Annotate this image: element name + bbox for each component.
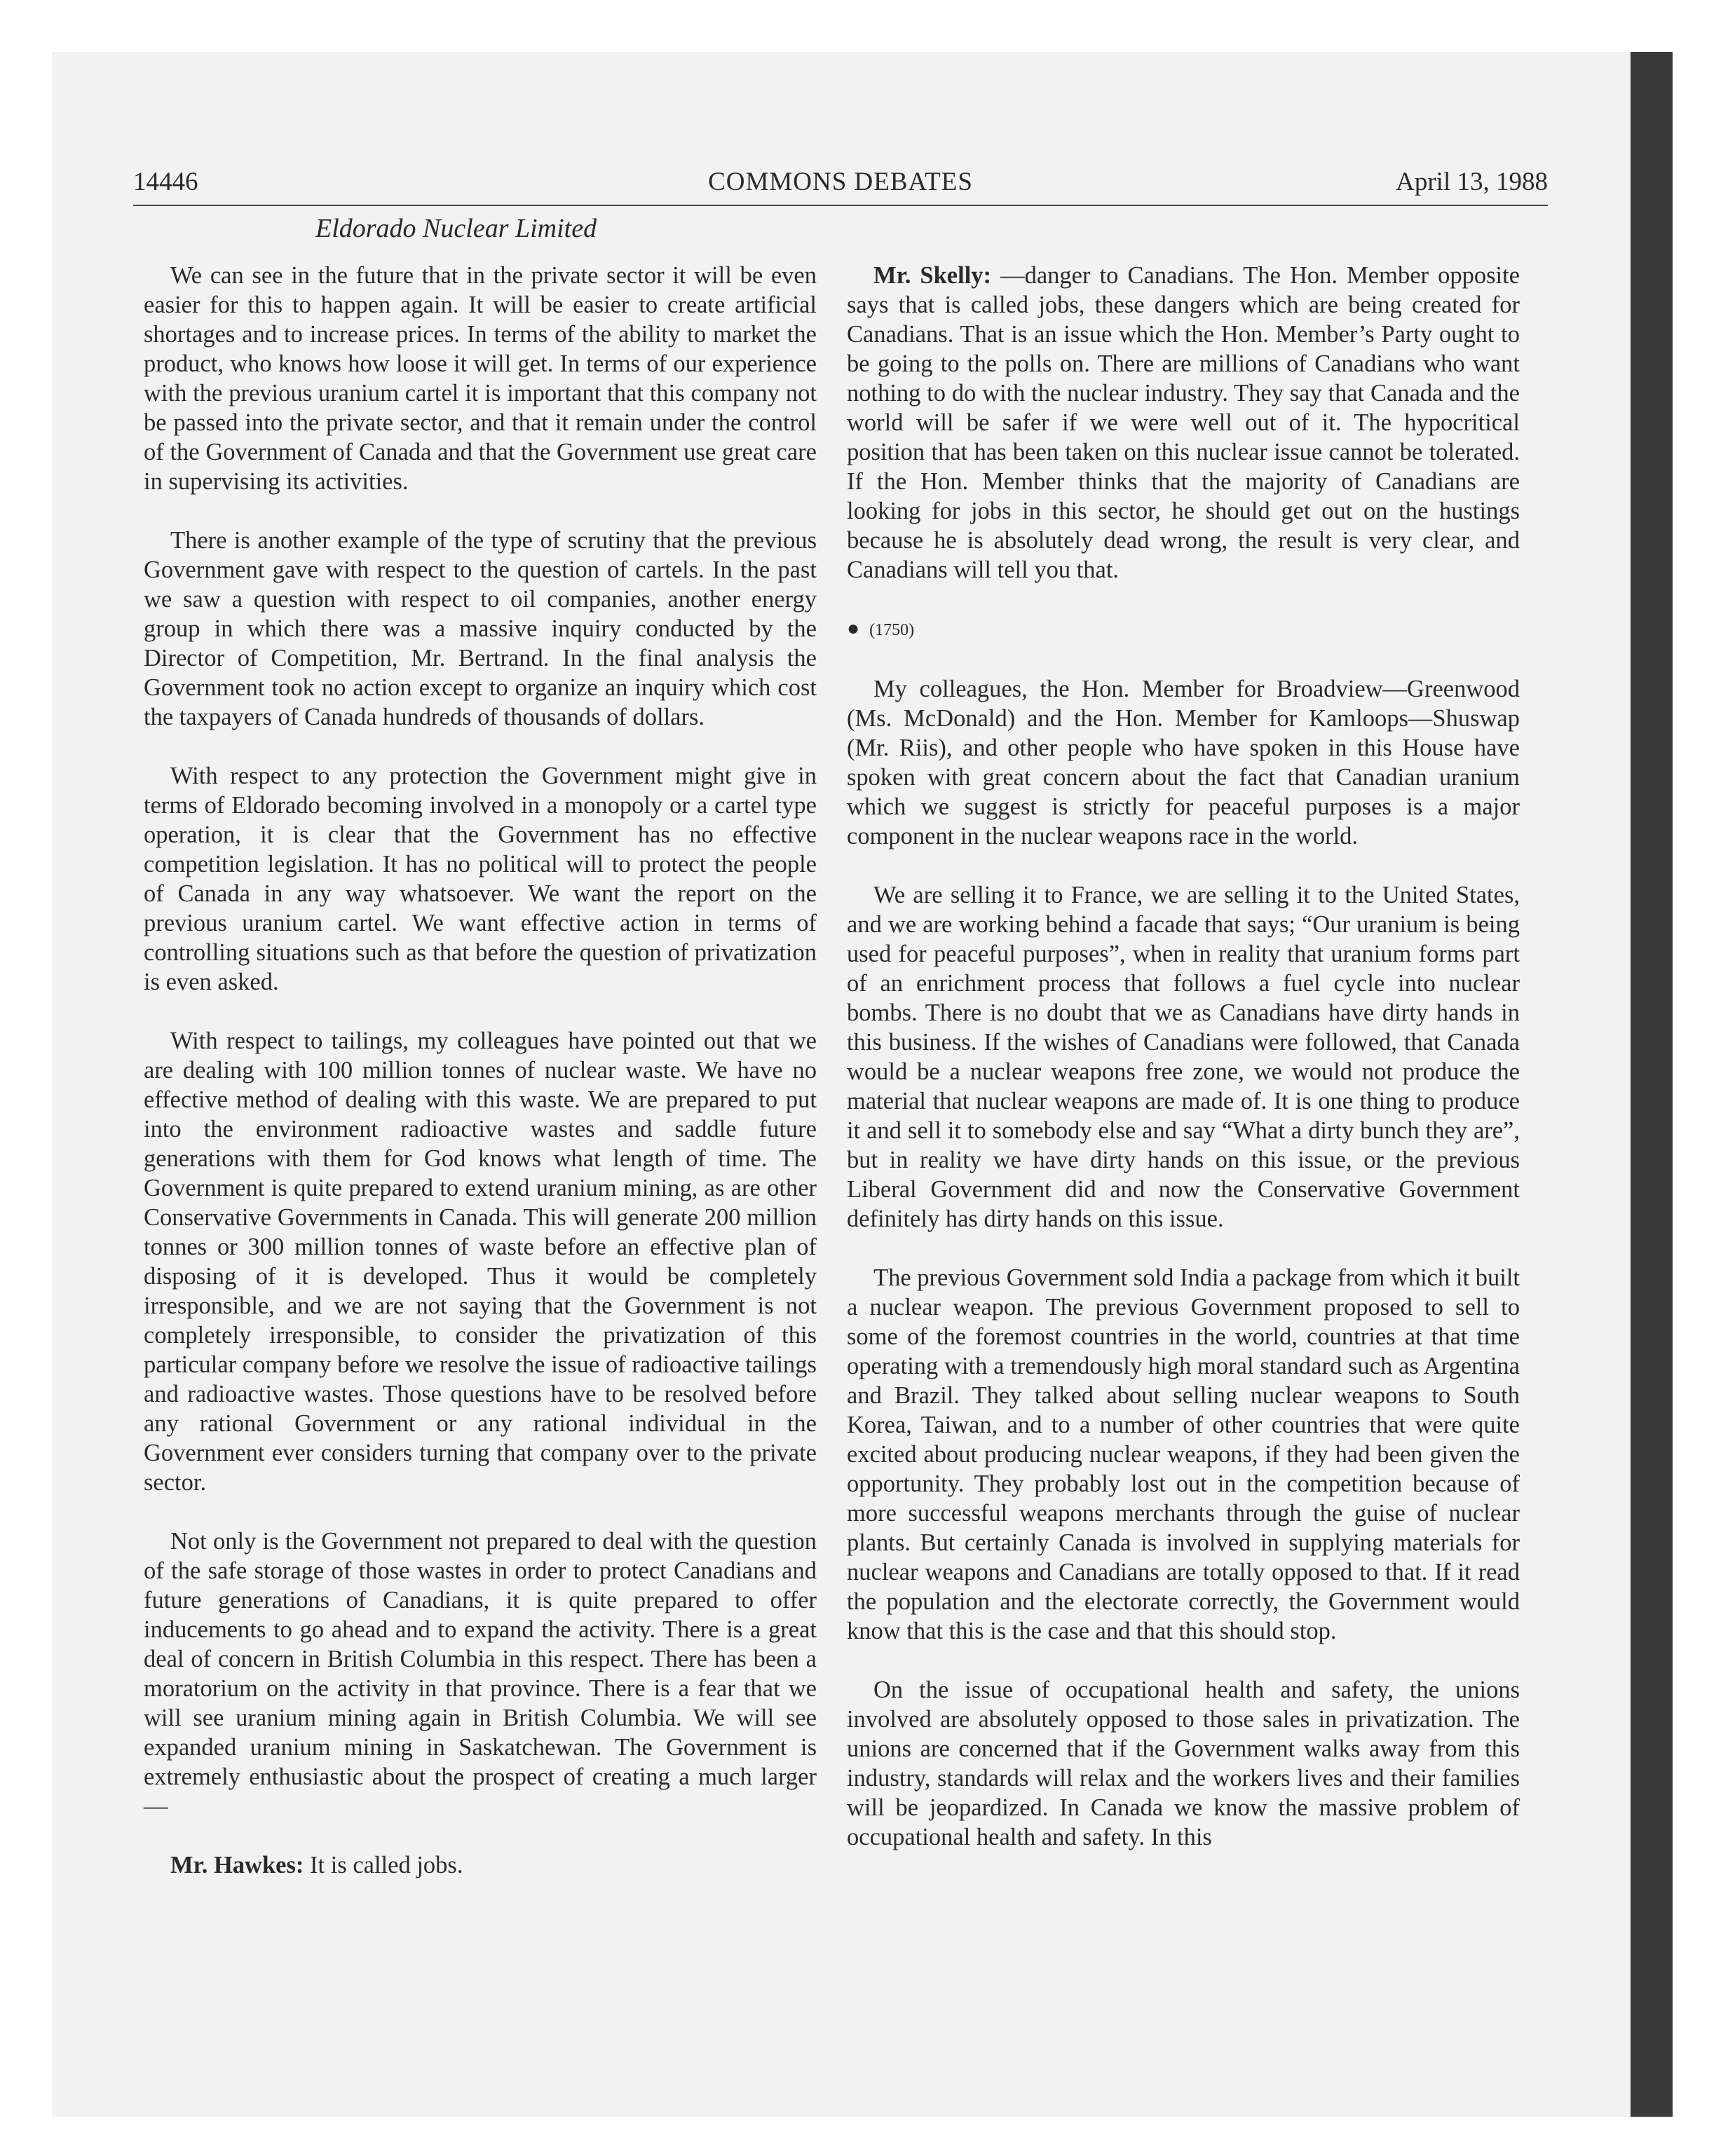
speaker-name: Mr. Skelly: <box>873 262 992 289</box>
speech-text: It is called jobs. <box>304 1852 463 1878</box>
right-column <box>847 261 1520 1881</box>
paragraph: We can see in the future that in the private sector it will be even easier for this to happen again. It will be easier to create artificial shortages and to increase prices. In terms of the ability to market the product, who knows how loose it will get. In terms of our experience with the previous uranium cartel it is important that this company not be passed into the private sector, and that it remain under the control of the Government of Canada and that the Government use great care in supervising its activities. <box>144 262 817 495</box>
publication-date: April 13, 1988 <box>1396 168 1548 196</box>
speech-opening <box>847 261 1520 585</box>
left-column <box>144 261 817 1909</box>
scan-edge-shadow <box>1631 52 1673 2117</box>
paragraph: The previous Government sold India a package from which it built a nuclear weapon. The previous Government proposed to sell to some of the foremost countries in the world, countries at that time operating with a tremendously high moral standard such as Argentina and Brazil. They talked about selling nuclear weapons to South Korea, Taiwan, and to a number of other countries that were quite excited about producing nuclear weapons, if they had been given the opportunity. They probably lost out in the competition because of more successful weapons merchants through the guise of nuclear plants. But certainly Canada is involved in supplying materials for nuclear weapons and Canadians are totally opposed to that. If it read the population and the electorate correctly, the Government would know that this is the case and that this should stop. <box>847 1264 1520 1644</box>
publication-title: COMMONS DEBATES <box>708 168 973 196</box>
paragraph: There is another example of the type of scrutiny that the previous Government gave with respect to the question of cartels. In the past we saw a question with respect to oil companies, another energy group in which there was a massive inquiry conducted by the Director of Competition, Mr. Bertrand. In the final analysis the Government took no action except to organize an inquiry which cost the taxpayers of Canada hundreds of thousands of dollars. <box>144 527 817 730</box>
paragraph: Not only is the Government not prepared to deal with the question of the safe storage of those wastes in order to protect Canadians and future generations of Canadians, it is quite prepared to offer inducements to go ahead and to expand the activity. There is a great deal of concern in British Columbia in this respect. There has been a moratorium on the activity in that province. There is a fear that we will see uranium mining again in British Columbia. We will see expanded uranium mining in Saskatchewan. The Government is extremely enthusiastic about the prospect of creating a much larger— <box>144 1528 817 1820</box>
paragraph: On the issue of occupational health and safety, the unions involved are absolutely opposed to those sales in privatization. The unions are concerned that if the Government walks away from this industry, standards will relax and the workers lives and their families will be jeopardized. In Canada we know the massive problem of occupational health and safety. In this <box>847 1677 1520 1850</box>
paragraph: We are selling it to France, we are selling it to the United States, and we are working behind a facade that says; “Our uranium is being used for peaceful purposes”, when in reality that uranium forms part of an enrichment process that follows a fuel cycle into nuclear bombs. There is no doubt that we as Canadians have dirty hands in this business. If the wishes of Canadians were followed, that Canada would be a nuclear weapons free zone, we would not produce the material that nuclear weapons are made of. It is one thing to produce it and sell it to somebody else and say “What a dirty bunch they are”, but in reality we have dirty hands on this issue, or the previous Liberal Government did and now the Conservative Government definitely has dirty hands on this issue. <box>847 882 1520 1232</box>
timestamp-text: (1750) <box>869 621 915 639</box>
speech-text: —danger to Canadians. The Hon. Member opposite says that is called jobs, these dangers which are being created for Canadians. That is an issue which the Hon. Member’s Party ought to be going to the polls on. There are millions of Canadians who want nothing to do with the nuclear industry. They say that Canada and the world will be safer if we were well out of it. The hypocritical position that has been taken on this nuclear issue cannot be tolerated. If the Hon. Member thinks that the majority of Canadians are looking for jobs in this sector, he should get out on the hustings because he is absolutely dead wrong, the result is very clear, and Canadians will tell you that. <box>847 262 1520 583</box>
timestamp-marker <box>847 614 1520 645</box>
paragraph: With respect to any protection the Government might give in terms of Eldorado becoming involved in a monopoly or a cartel type operation, it is clear that the Government has no effective competition legislation. It has no political will to protect the people of Canada in any way whatsoever. We want the report on the previous uranium cartel. We want effective action in terms of controlling situations such as that before the question of privatization is even asked. <box>144 763 817 995</box>
paragraph: My colleagues, the Hon. Member for Broadview—Greenwood (Ms. McDonald) and the Hon. Member for Kamloops—Shuswap (Mr. Riis), and other people who have spoken in this House have spoken with great concern about the fact that Canadian uranium which we suggest is strictly for peaceful purposes is a major component in the nuclear weapons race in the world. <box>847 676 1520 850</box>
speaker-name: Mr. Hawkes: <box>170 1852 304 1878</box>
header-rule <box>133 205 1548 206</box>
bullet-icon: ● <box>847 617 860 640</box>
section-subheading: Eldorado Nuclear Limited <box>315 214 597 243</box>
interjection <box>144 1850 817 1880</box>
page-number: 14446 <box>133 168 198 196</box>
page-header <box>133 163 1548 202</box>
paragraph: With respect to tailings, my colleagues have pointed out that we are dealing with 100 million tonnes of nuclear waste. We have no effective method of dealing with this waste. We are prepared to put into the environment radioactive wastes and saddle future generations with them for God knows what length of time. The Government is quite prepared to extend uranium mining, as are other Conservative Governments in Canada. This will generate 200 million tonnes or 300 million tonnes of waste before an effective plan of disposing of it is developed. Thus it would be completely irresponsible, and we are not saying that the Government is not completely irresponsible, to consider the privatization of this particular company before we resolve the issue of radioactive tailings and radioactive wastes. Those questions have to be resolved before any rational Government or any rational individual in the Government ever considers turning that company over to the private sector. <box>144 1028 817 1496</box>
